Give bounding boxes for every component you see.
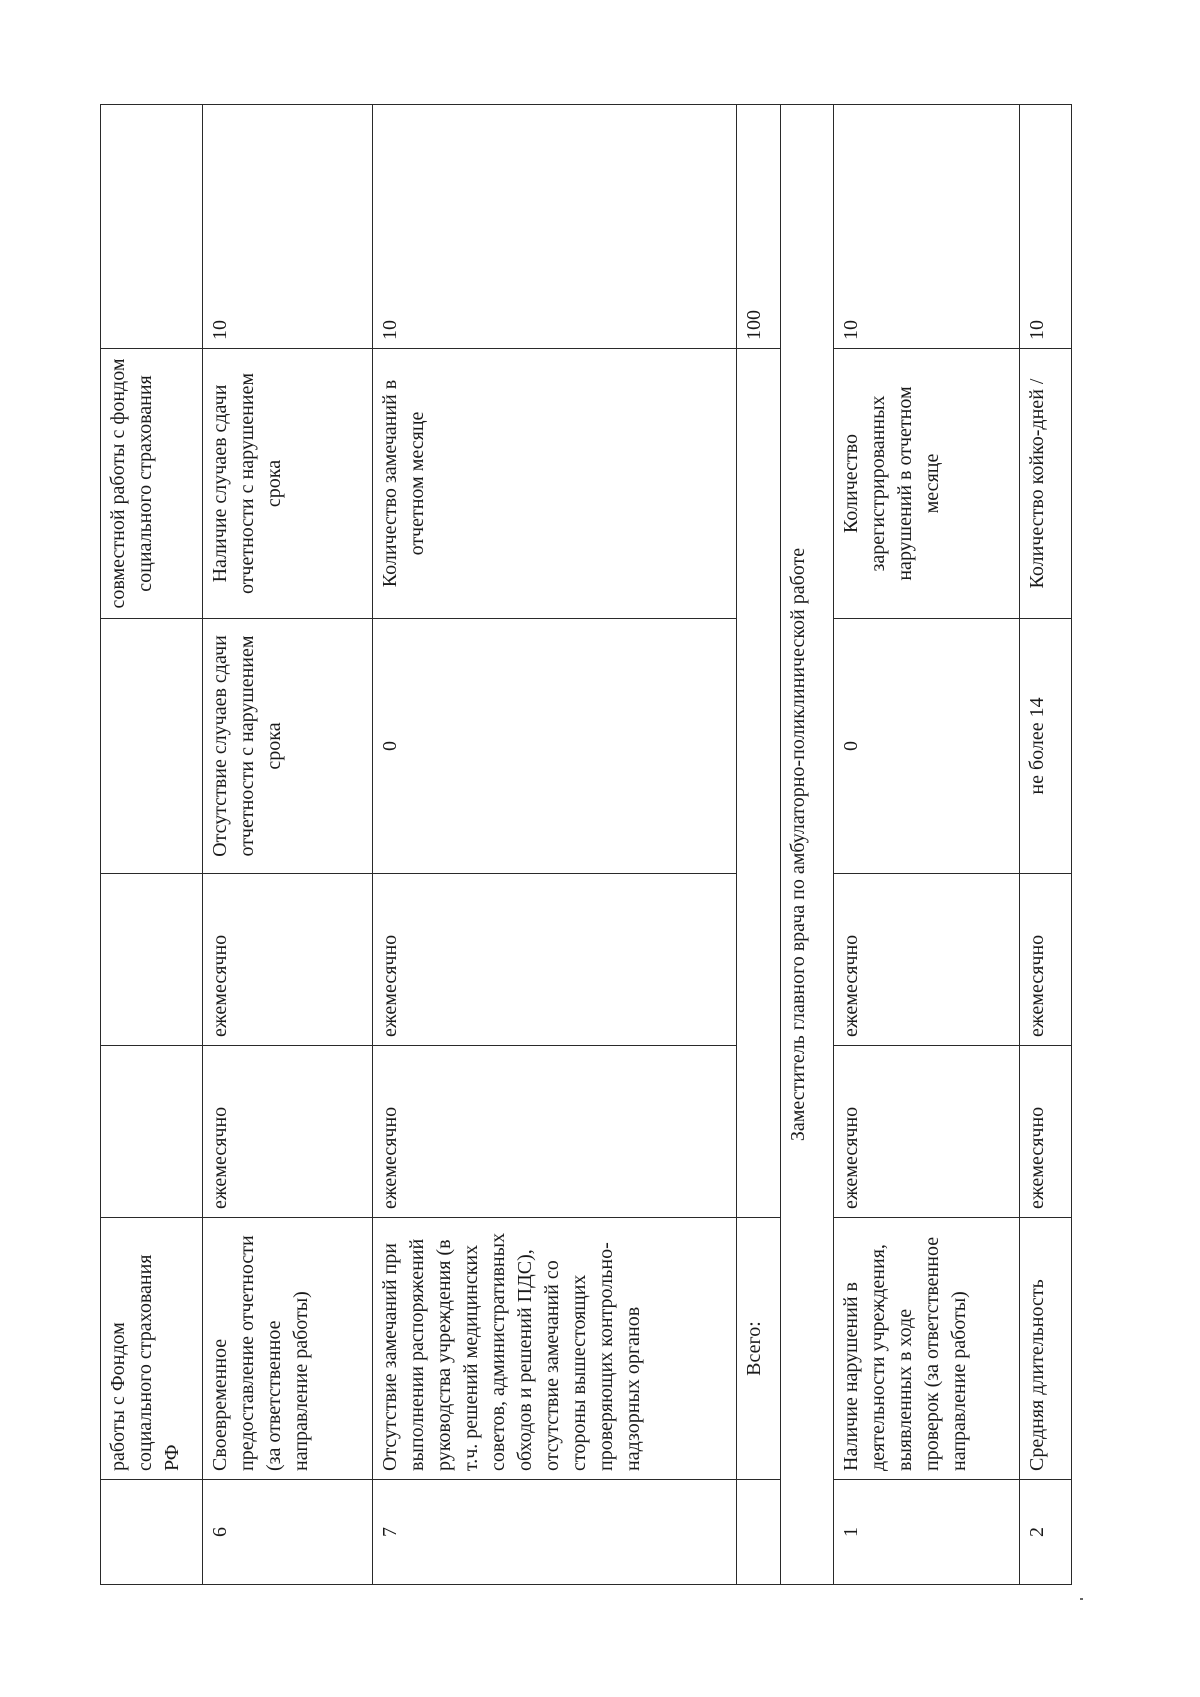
evaluation-periodicity	[101, 1046, 203, 1218]
payment-periodicity	[101, 874, 203, 1046]
score: 10	[203, 105, 372, 349]
score: 10	[833, 105, 1019, 349]
total-score: 100	[736, 105, 781, 349]
payment-periodicity: ежемесячно	[203, 874, 372, 1046]
measure: Количество койко-дней /	[1019, 349, 1071, 619]
score: 10	[372, 105, 736, 349]
rotated-table-container	[100, 105, 1072, 1585]
criterion: 0	[833, 619, 1019, 874]
indicators-table	[100, 104, 1072, 1585]
table-row	[833, 105, 1019, 1585]
measure: совместной работы с фондом социального страхования	[101, 349, 203, 619]
measure: Наличие случаев сдачи отчетности с нарушением срока	[203, 349, 372, 619]
table-row	[101, 105, 203, 1585]
evaluation-periodicity: ежемесячно	[833, 1046, 1019, 1218]
score	[101, 105, 203, 349]
row-number	[101, 1480, 203, 1585]
table-row	[1019, 105, 1071, 1585]
indicator-name: работы с Фондом социального страхования РФ	[101, 1218, 203, 1480]
total-row	[736, 105, 781, 1585]
indicator-name: Средняя длительность	[1019, 1218, 1071, 1480]
criterion: Отсутствие случаев сдачи отчетности с нарушением срока	[203, 619, 372, 874]
evaluation-periodicity: ежемесячно	[372, 1046, 736, 1218]
score: 10	[1019, 105, 1071, 349]
total-spacer	[736, 349, 781, 1218]
row-number: 6	[203, 1480, 372, 1585]
payment-periodicity: ежемесячно	[372, 874, 736, 1046]
row-number: 1	[833, 1480, 1019, 1585]
table-row	[372, 105, 736, 1585]
criterion: 0	[372, 619, 736, 874]
payment-periodicity: ежемесячно	[833, 874, 1019, 1046]
row-number: 2	[1019, 1480, 1071, 1585]
evaluation-periodicity: ежемесячно	[203, 1046, 372, 1218]
indicator-name: Отсутствие замечаний при выполнении распоряжений руководства учреждения (в т.ч. решений медицинских советов, административных обходов и решений ПДС), отсутствие замечаний со стороны вышестоящих проверяющих контрольно-надзорных органов	[372, 1218, 736, 1480]
table-row	[203, 105, 372, 1585]
payment-periodicity: ежемесячно	[1019, 874, 1071, 1046]
criterion: не более 14	[1019, 619, 1071, 874]
section-title: Заместитель главного врача по амбулаторно-поликлинической работе	[781, 105, 833, 1585]
indicator-name: Наличие нарушений в деятельности учреждения, выявленных в ходе проверок (за ответственное направление работы)	[833, 1218, 1019, 1480]
indicator-name: Своевременное предоставление отчетности (за ответственное направление работы)	[203, 1218, 372, 1480]
measure: Количество зарегистрированных нарушений в отчетном месяце	[833, 349, 1019, 619]
scan-speck	[1080, 1598, 1083, 1600]
total-label: Всего:	[736, 1218, 781, 1480]
total-number-cell	[736, 1480, 781, 1585]
section-row	[781, 105, 833, 1585]
measure: Количество замечаний в отчетном месяце	[372, 349, 736, 619]
row-number: 7	[372, 1480, 736, 1585]
criterion	[101, 619, 203, 874]
evaluation-periodicity: ежемесячно	[1019, 1046, 1071, 1218]
